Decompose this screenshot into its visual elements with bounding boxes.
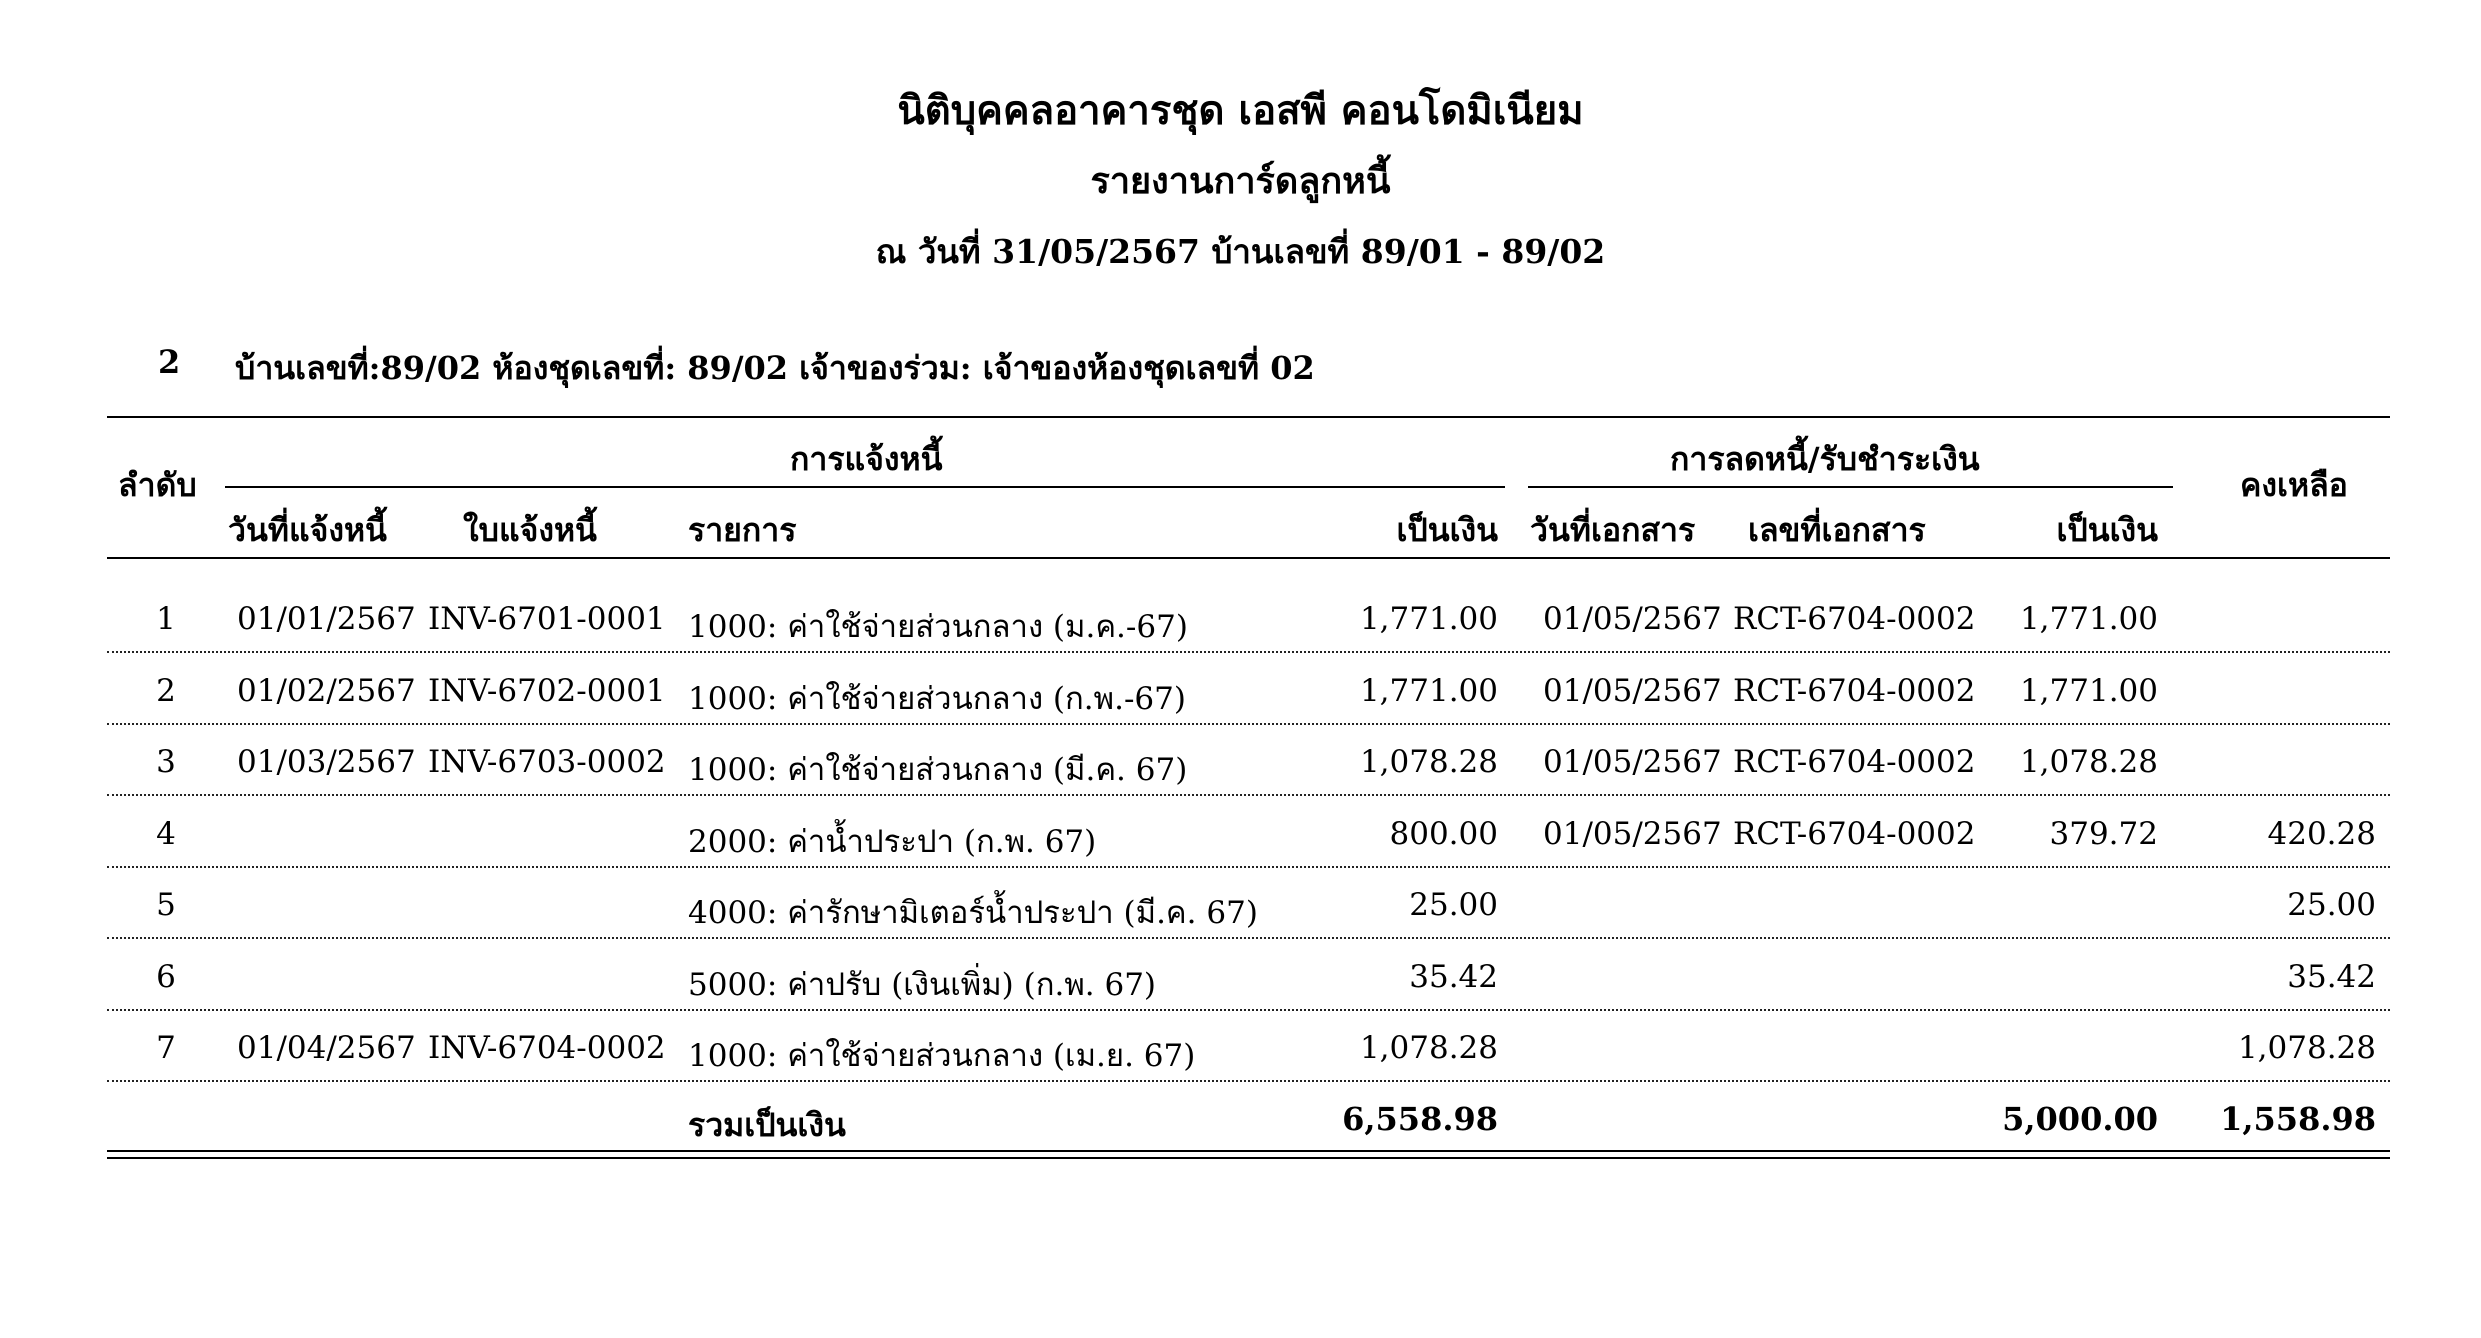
cell-balance: 25.00 bbox=[2287, 887, 2376, 923]
cell-item: 4000: ค่ารักษามิเตอร์น้ำประปา (มี.ค. 67) bbox=[688, 895, 1258, 931]
header-doc-no: เลขที่เอกสาร bbox=[1748, 511, 1926, 549]
cell-doc-date: 01/05/2567 bbox=[1543, 744, 1722, 780]
cell-amount: 1,078.28 bbox=[1359, 744, 1498, 780]
cell-amount: 1,078.28 bbox=[1359, 1030, 1498, 1066]
cell-item: 1000: ค่าใช้จ่ายส่วนกลาง (ก.พ.-67) bbox=[688, 681, 1186, 717]
header-invoice-group: การแจ้งหนี้ bbox=[790, 440, 943, 478]
cell-doc-no: RCT-6704-0002 bbox=[1733, 816, 1976, 852]
header-item: รายการ bbox=[688, 511, 797, 549]
header-doc-date: วันที่เอกสาร bbox=[1530, 511, 1696, 549]
total-amount: 6,558.98 bbox=[1342, 1100, 1498, 1138]
cell-seq: 2 bbox=[156, 673, 176, 709]
total-paid: 5,000.00 bbox=[2002, 1100, 2158, 1138]
cell-doc-date: 01/05/2567 bbox=[1543, 673, 1722, 709]
cell-seq: 4 bbox=[156, 816, 176, 852]
header-seq: ลำดับ bbox=[118, 466, 197, 504]
header-bottom-rule bbox=[107, 557, 2390, 559]
row-separator bbox=[107, 1080, 2390, 1082]
header-balance: คงเหลือ bbox=[2240, 466, 2348, 504]
cell-inv-no: INV-6701-0001 bbox=[428, 601, 666, 637]
header-amount: เป็นเงิน bbox=[1396, 511, 1498, 549]
cell-item: 1000: ค่าใช้จ่ายส่วนกลาง (เม.ย. 67) bbox=[688, 1038, 1196, 1074]
cell-item: 2000: ค่าน้ำประปา (ก.พ. 67) bbox=[688, 824, 1097, 860]
row-separator bbox=[107, 1009, 2390, 1011]
cell-balance: 420.28 bbox=[2267, 816, 2376, 852]
cell-inv-no: INV-6703-0002 bbox=[428, 744, 666, 780]
cell-paid: 1,771.00 bbox=[2019, 601, 2158, 637]
cell-paid: 379.72 bbox=[2049, 816, 2158, 852]
cell-seq: 6 bbox=[156, 959, 176, 995]
cell-item: 1000: ค่าใช้จ่ายส่วนกลาง (มี.ค. 67) bbox=[688, 752, 1188, 788]
table-top-rule bbox=[107, 416, 2390, 418]
cell-inv-no: INV-6702-0001 bbox=[428, 673, 666, 709]
cell-amount: 25.00 bbox=[1409, 887, 1498, 923]
cell-seq: 3 bbox=[156, 744, 176, 780]
cell-paid: 1,078.28 bbox=[2019, 744, 2158, 780]
total-label: รวมเป็นเงิน bbox=[688, 1106, 846, 1144]
cell-doc-no: RCT-6704-0002 bbox=[1733, 601, 1976, 637]
header-invoice-no: ใบแจ้งหนี้ bbox=[463, 511, 597, 549]
row-separator bbox=[107, 866, 2390, 868]
cell-paid: 1,771.00 bbox=[2019, 673, 2158, 709]
row-separator bbox=[107, 937, 2390, 939]
header-payment-group: การลดหนี้/รับชำระเงิน bbox=[1670, 440, 1980, 478]
invoice-group-rule bbox=[225, 486, 1505, 488]
cell-balance: 35.42 bbox=[2287, 959, 2376, 995]
cell-inv-no: INV-6704-0002 bbox=[428, 1030, 666, 1066]
total-rule-2 bbox=[107, 1157, 2390, 1159]
cell-balance: 1,078.28 bbox=[2237, 1030, 2376, 1066]
cell-item: 1000: ค่าใช้จ่ายส่วนกลาง (ม.ค.-67) bbox=[688, 609, 1188, 645]
report-date-range: ณ วันที่ 31/05/2567 บ้านเลขที่ 89/01 - 89/02 bbox=[875, 232, 1606, 271]
cell-inv-date: 01/04/2567 bbox=[237, 1030, 416, 1066]
cell-item: 5000: ค่าปรับ (เงินเพิ่ม) (ก.พ. 67) bbox=[688, 967, 1157, 1003]
row-separator bbox=[107, 651, 2390, 653]
total-rule-1 bbox=[107, 1150, 2390, 1152]
cell-doc-date: 01/05/2567 bbox=[1543, 816, 1722, 852]
cell-amount: 35.42 bbox=[1409, 959, 1498, 995]
unit-description: บ้านเลขที่:89/02 ห้องชุดเลขที่: 89/02 เจ้าของร่วม: เจ้าของห้องชุดเลขที่ 02 bbox=[235, 349, 1315, 387]
header-invoice-date: วันที่แจ้งหนี้ bbox=[228, 511, 387, 549]
cell-seq: 7 bbox=[156, 1030, 176, 1066]
cell-amount: 1,771.00 bbox=[1359, 601, 1498, 637]
cell-inv-date: 01/02/2567 bbox=[237, 673, 416, 709]
cell-doc-no: RCT-6704-0002 bbox=[1733, 744, 1976, 780]
report-subtitle: รายงานการ์ดลูกหนี้ bbox=[1090, 160, 1391, 202]
header-paid: เป็นเงิน bbox=[2056, 511, 2158, 549]
unit-seq: 2 bbox=[158, 343, 181, 381]
cell-doc-no: RCT-6704-0002 bbox=[1733, 673, 1976, 709]
cell-inv-date: 01/03/2567 bbox=[237, 744, 416, 780]
cell-inv-date: 01/01/2567 bbox=[237, 601, 416, 637]
row-separator bbox=[107, 794, 2390, 796]
cell-seq: 1 bbox=[156, 601, 176, 637]
payment-group-rule bbox=[1528, 486, 2173, 488]
report-title: นิติบุคคลอาคารชุด เอสพี คอนโดมิเนียม bbox=[897, 87, 1584, 134]
cell-amount: 1,771.00 bbox=[1359, 673, 1498, 709]
total-balance: 1,558.98 bbox=[2220, 1100, 2376, 1138]
row-separator bbox=[107, 723, 2390, 725]
cell-doc-date: 01/05/2567 bbox=[1543, 601, 1722, 637]
cell-seq: 5 bbox=[156, 887, 176, 923]
cell-amount: 800.00 bbox=[1389, 816, 1498, 852]
